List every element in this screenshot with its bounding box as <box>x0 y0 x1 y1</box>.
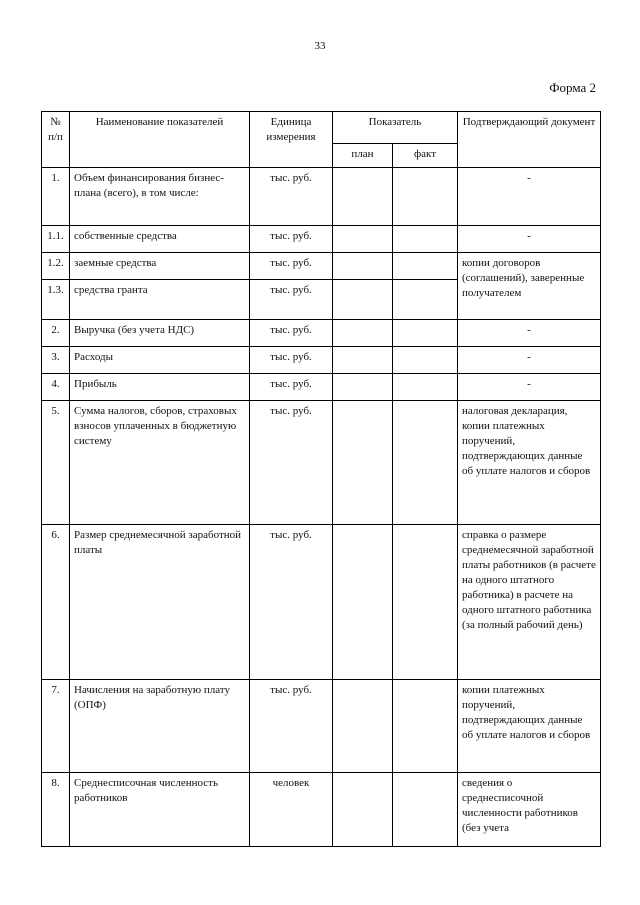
header-document: Подтверждающий документ <box>458 112 601 168</box>
table-row <box>42 680 601 773</box>
indicators-table <box>41 111 601 847</box>
row-unit: человек <box>250 773 333 847</box>
row-num: 6. <box>42 525 70 680</box>
row-unit: тыс. руб. <box>250 253 333 280</box>
row-num: 4. <box>42 374 70 401</box>
header-unit: Единица измерения <box>250 112 333 168</box>
row-unit: тыс. руб. <box>250 320 333 347</box>
row-plan <box>333 226 393 253</box>
row-num: 7. <box>42 680 70 773</box>
row-fact <box>393 401 458 525</box>
row-unit: тыс. руб. <box>250 374 333 401</box>
table-row <box>42 773 601 847</box>
row-plan <box>333 680 393 773</box>
row-name: Начисления на заработную плату (ОПФ) <box>70 680 250 773</box>
row-num: 1.1. <box>42 226 70 253</box>
row-fact <box>393 253 458 280</box>
row-document: справка о размере среднемесячной заработной платы работников (в расчете на одного штатного работника) в расчете на одного штатного работника (за полный рабочий день) <box>458 525 601 680</box>
row-num: 5. <box>42 401 70 525</box>
row-unit: тыс. руб. <box>250 168 333 226</box>
header-fact: факт <box>393 144 458 168</box>
row-plan <box>333 347 393 374</box>
row-document: копии договоров (соглашений), заверенные получателем <box>458 253 601 320</box>
row-name: собственные средства <box>70 226 250 253</box>
row-fact <box>393 773 458 847</box>
row-document: сведения о среднесписочной численности работников (без учета <box>458 773 601 847</box>
table-row <box>42 347 601 374</box>
row-document: копии платежных поручений, подтверждающих данные об уплате налогов и сборов <box>458 680 601 773</box>
table-row <box>42 525 601 680</box>
row-name: Расходы <box>70 347 250 374</box>
row-fact <box>393 347 458 374</box>
row-plan <box>333 401 393 525</box>
table-row <box>42 320 601 347</box>
row-document: налоговая декларация, копии платежных поручений, подтверждающих данные об уплате налогов и сборов <box>458 401 601 525</box>
row-fact <box>393 374 458 401</box>
row-num: 1.3. <box>42 280 70 320</box>
row-unit: тыс. руб. <box>250 347 333 374</box>
row-fact <box>393 226 458 253</box>
table-row <box>42 401 601 525</box>
row-name: Прибыль <box>70 374 250 401</box>
row-plan <box>333 280 393 320</box>
row-document: - <box>458 168 601 226</box>
table-row <box>42 253 601 280</box>
header-indicator: Показатель <box>333 112 458 144</box>
table-row <box>42 168 601 226</box>
row-plan <box>333 320 393 347</box>
row-unit: тыс. руб. <box>250 280 333 320</box>
row-name: Выручка (без учета НДС) <box>70 320 250 347</box>
row-plan <box>333 253 393 280</box>
row-document: - <box>458 347 601 374</box>
header-num: № п/п <box>42 112 70 168</box>
row-unit: тыс. руб. <box>250 525 333 680</box>
header-name: Наименование показателей <box>70 112 250 168</box>
row-fact <box>393 680 458 773</box>
row-fact <box>393 320 458 347</box>
row-name: Размер среднемесячной заработной платы <box>70 525 250 680</box>
header-plan: план <box>333 144 393 168</box>
row-document: - <box>458 320 601 347</box>
form-label: Форма 2 <box>549 80 596 95</box>
row-fact <box>393 525 458 680</box>
row-plan <box>333 168 393 226</box>
row-name: Объем финансирования бизнес-плана (всего), в том числе: <box>70 168 250 226</box>
row-fact <box>393 168 458 226</box>
row-num: 1.2. <box>42 253 70 280</box>
row-fact <box>393 280 458 320</box>
row-document: - <box>458 226 601 253</box>
table-row <box>42 226 601 253</box>
table-header-row <box>42 112 601 144</box>
row-num: 8. <box>42 773 70 847</box>
table-row <box>42 374 601 401</box>
row-unit: тыс. руб. <box>250 680 333 773</box>
row-unit: тыс. руб. <box>250 401 333 525</box>
row-plan <box>333 773 393 847</box>
row-name: заемные средства <box>70 253 250 280</box>
row-name: средства гранта <box>70 280 250 320</box>
row-document: - <box>458 374 601 401</box>
row-num: 2. <box>42 320 70 347</box>
row-num: 3. <box>42 347 70 374</box>
row-plan <box>333 525 393 680</box>
row-num: 1. <box>42 168 70 226</box>
row-plan <box>333 374 393 401</box>
page-number: 33 <box>314 40 326 52</box>
row-name: Среднесписочная численность работников <box>70 773 250 847</box>
row-unit: тыс. руб. <box>250 226 333 253</box>
row-name: Сумма налогов, сборов, страховых взносов уплаченных в бюджетную систему <box>70 401 250 525</box>
